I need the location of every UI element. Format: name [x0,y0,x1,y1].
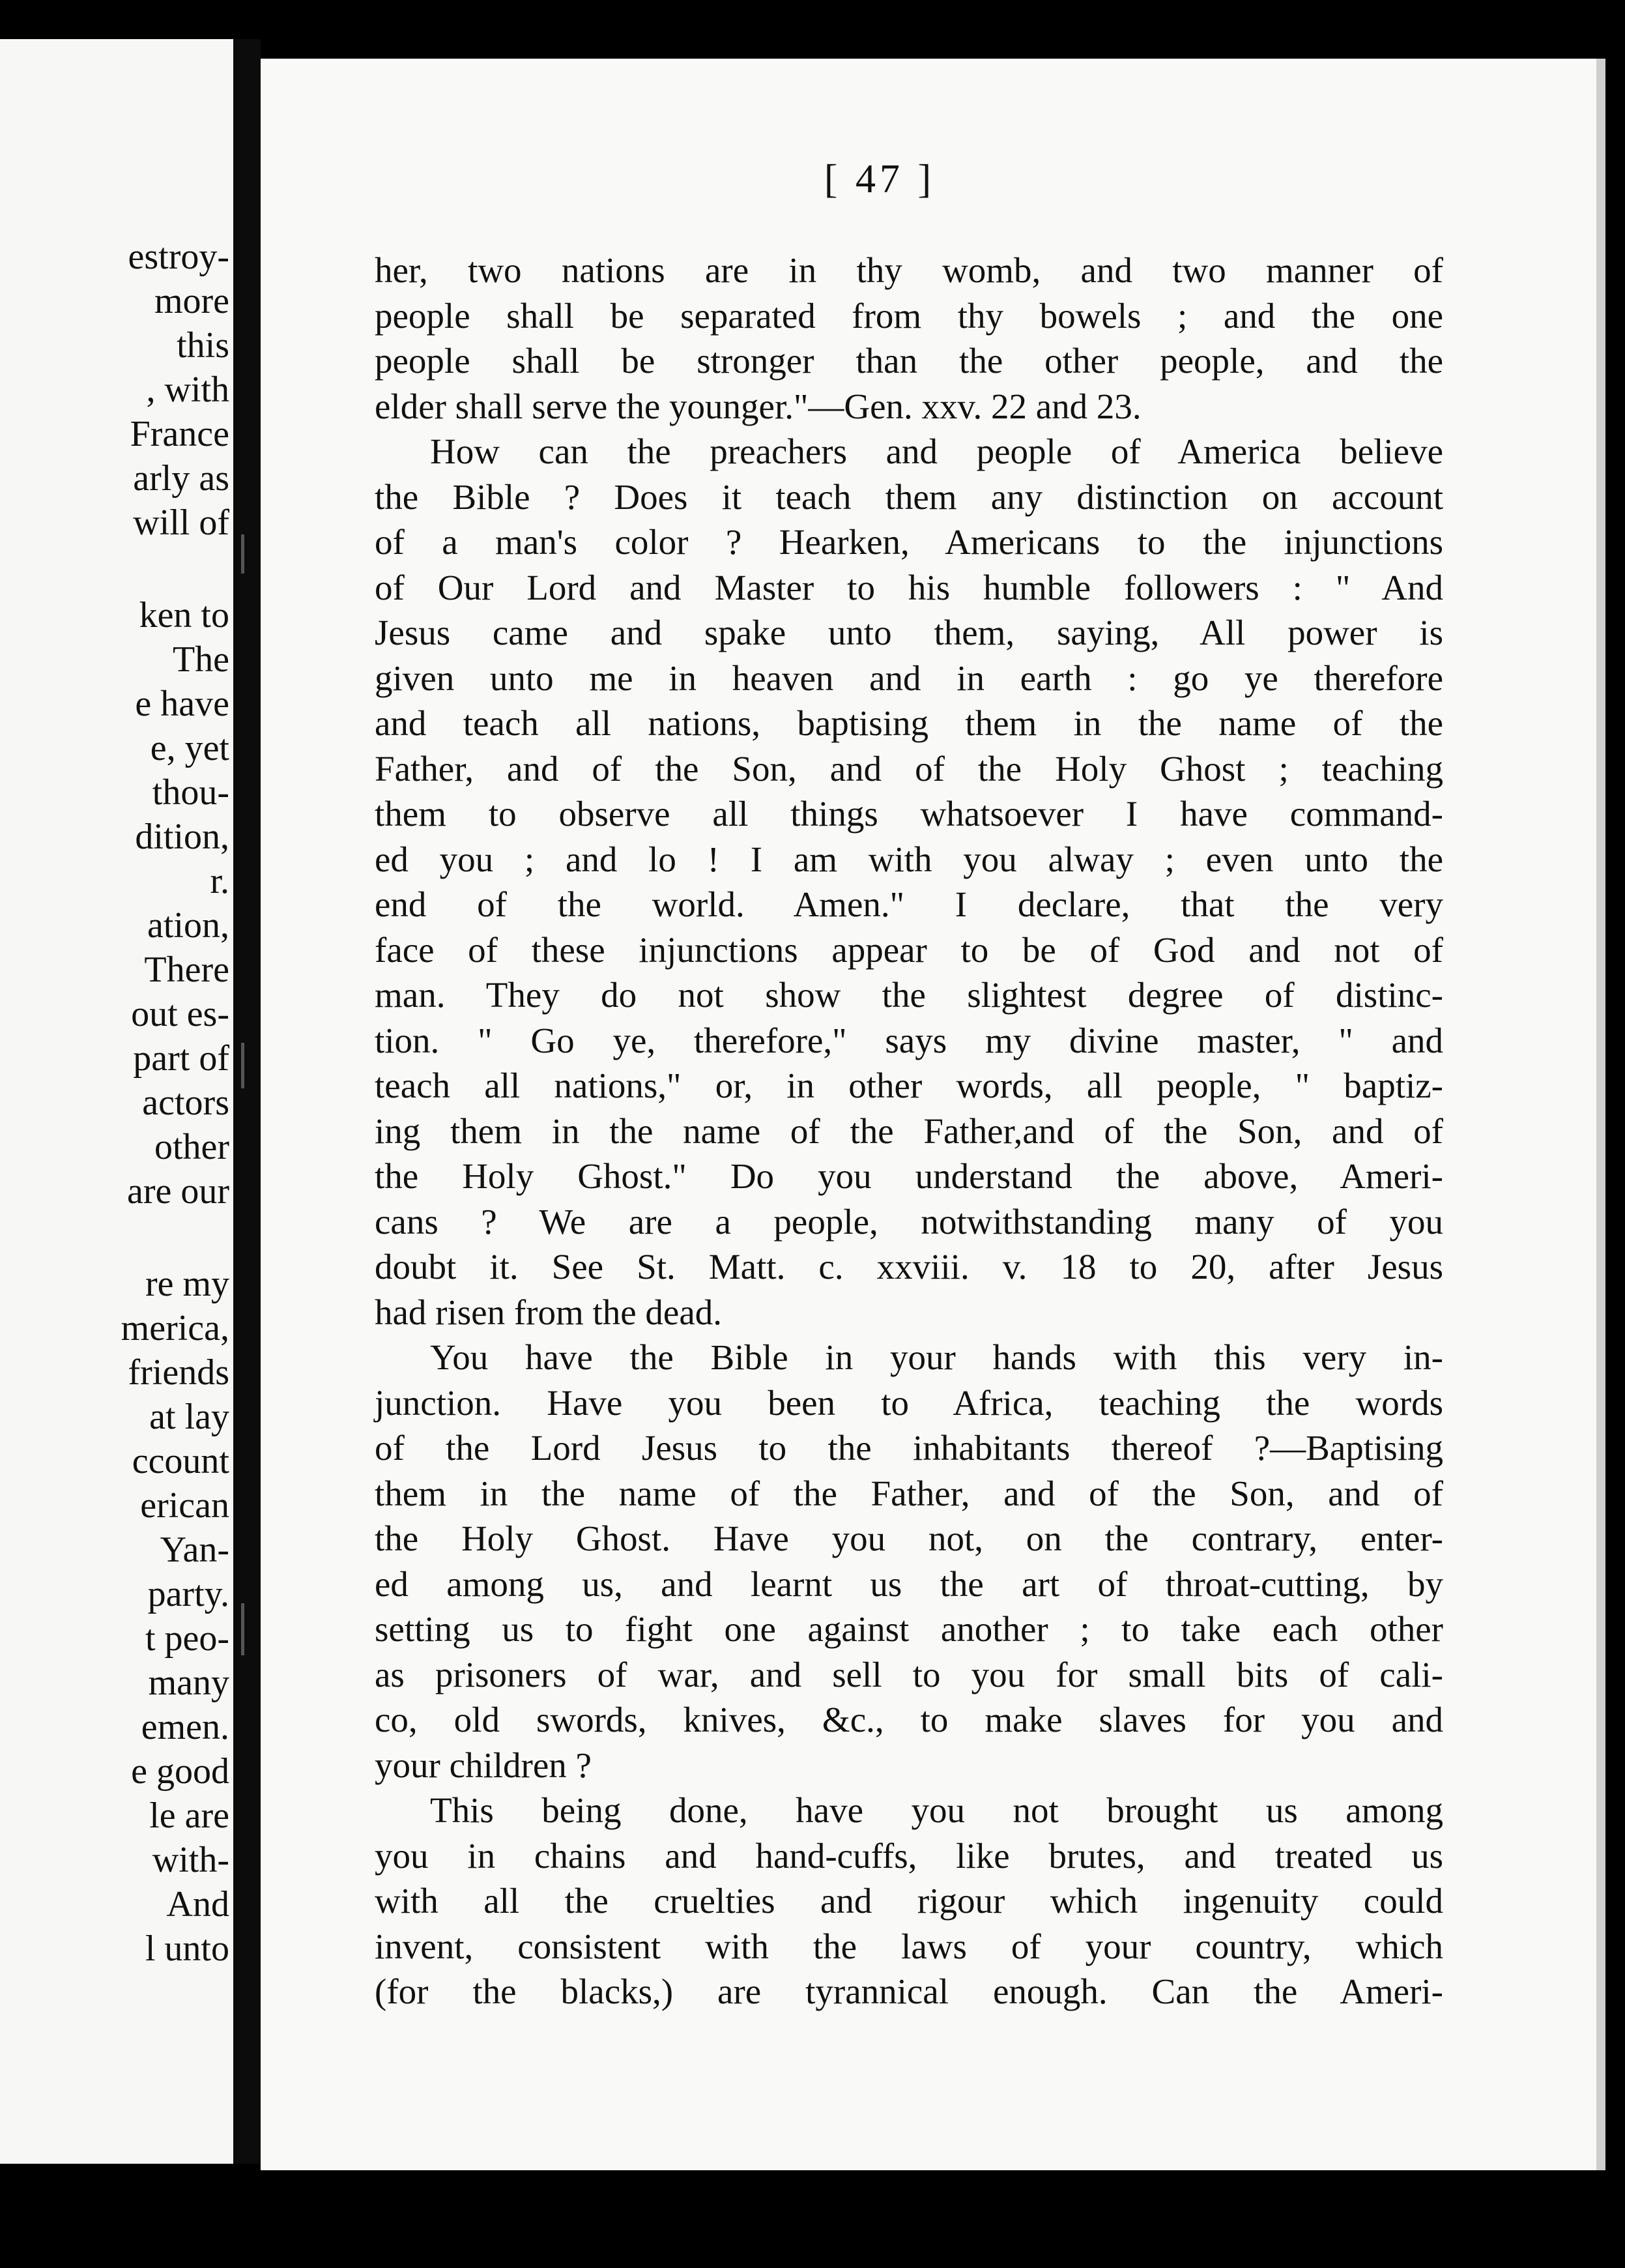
text-line: Father, and of the Son, and of the Holy Ghost ; teaching [375,748,1443,789]
left-page-line: estroy- [128,237,229,277]
left-page-line: other [154,1127,229,1167]
left-page-line: emen. [141,1707,229,1747]
left-page-line: part of [133,1038,229,1079]
text-line: invent, consistent with the laws of your country, which [375,1926,1443,1966]
text-line: ed among us, and learnt us the art of throat-cutting, by [375,1563,1443,1604]
text-line: (for the blacks,) are tyrannical enough. Can the Ameri- [375,1971,1443,2011]
left-page-line: this [177,325,229,366]
page-body-text [375,248,1443,2014]
text-line: You have the Bible in your hands with this very in- [430,1337,1443,1377]
text-line: junction. Have you been to Africa, teaching the words [375,1382,1443,1423]
left-page-line: more [154,281,229,321]
left-page-line: re my [145,1264,229,1304]
left-page-line: Yan- [160,1530,229,1570]
text-line: with all the cruelties and rigour which ingenuity could [375,1881,1443,1921]
left-page-line: friends [128,1352,229,1393]
binding-mark [241,1043,253,1088]
right-page [261,59,1596,2170]
left-page-text [8,235,229,1971]
text-line: ing them in the name of the Father,and of the Son, and of [375,1111,1443,1151]
left-page-line: erican [140,1485,229,1526]
text-line: ed you ; and lo ! I am with you alway ; even unto the [375,839,1443,879]
left-page-line: ation, [147,905,229,946]
text-line: the Holy Ghost. Have you not, on the contrary, enter- [375,1519,1443,1558]
left-page-line: e good [131,1751,229,1792]
left-page-line: party. [147,1574,229,1614]
left-page-line: dition, [135,817,229,857]
left-page-line: are our [126,1171,229,1212]
text-line: setting us to fight one against another ; to take each other [375,1609,1443,1649]
page-number: [ 47 ] [824,157,936,201]
text-line: them in the name of the Father, and of the Son, and of [375,1473,1443,1513]
left-page-line: And [166,1884,229,1925]
left-page-line: t peo- [145,1618,229,1659]
text-line: tion. " Go ye, therefore," says my divine master, " and [375,1020,1443,1060]
left-page-line: actors [142,1083,229,1123]
text-line: as prisoners of war, and sell to you for small bits of cali- [375,1654,1443,1694]
left-page-line: le are [149,1796,229,1836]
text-line: co, old swords, knives, &c., to make slaves for you and [375,1700,1443,1739]
text-line: her, two nations are in thy womb, and two manner of [375,250,1443,290]
text-line: people shall be separated from thy bowels ; and the one [375,295,1443,336]
left-page-line: ken to [139,595,229,635]
left-page-line: at lay [149,1397,229,1437]
text-line: Jesus came and spake unto them, saying, All power is [375,613,1443,652]
text-line: people shall be stronger than the other people, and the [375,341,1443,381]
text-line: doubt it. See St. Matt. c. xxviii. v. 18 to 20, after Jesus [375,1247,1443,1287]
left-page-line [8,545,229,593]
text-line: elder shall serve the younger."—Gen. xxv. 22 and 23. [375,386,1142,426]
text-line: How can the preachers and people of America believe [430,431,1443,471]
left-page-line: many [148,1663,229,1703]
text-line: man. They do not show the slightest degree of distinc- [375,975,1443,1015]
text-line: given unto me in heaven and in earth : go ye therefore [375,658,1443,698]
text-line: of Our Lord and Master to his humble followers : " And [375,567,1443,607]
text-line: had risen from the dead. [375,1292,723,1332]
left-page-line: France [130,414,229,454]
text-line: you in chains and hand-cuffs, like brutes, and treated us [375,1835,1443,1876]
left-page-line: with- [152,1840,229,1880]
text-line: end of the world. Amen." I declare, that the very [375,884,1443,924]
left-page-fragment [0,39,237,2164]
book-gutter [233,39,261,2164]
text-line: teach all nations," or, in other words, all people, " baptiz- [375,1066,1443,1105]
text-line: the Holy Ghost." Do you understand the above, Ameri- [375,1156,1443,1196]
text-line: and teach all nations, baptising them in the name of the [375,703,1443,743]
left-page-line: r. [210,861,229,901]
left-page-line: out es- [131,994,229,1034]
left-page-line: e have [135,684,229,724]
left-page-line [8,1214,229,1262]
text-line: of the Lord Jesus to the inhabitants thereof ?—Baptising [375,1428,1443,1468]
text-line: your children ? [375,1745,592,1785]
left-page-line: l unto [145,1928,229,1969]
text-line: the Bible ? Does it teach them any distinction on account [375,476,1443,517]
left-page-line: thou- [152,772,229,813]
binding-mark [241,534,253,574]
text-line: face of these injunctions appear to be of God and not of [375,929,1443,970]
left-page-line: There [144,950,229,990]
text-line: This being done, have you not brought us among [430,1790,1443,1830]
left-page-line: ccount [132,1441,229,1481]
left-page-line: merica, [121,1308,229,1348]
left-page-line: , with [146,370,229,410]
left-page-line: arly as [133,458,229,499]
left-page-line: The [172,639,229,680]
text-line: cans ? We are a people, notwithstanding many of you [375,1201,1443,1242]
left-page-line: will of [133,502,229,543]
binding-mark [241,1603,253,1655]
left-page-line: e, yet [150,728,229,768]
text-line: of a man's color ? Hearken, Americans to the injunctions [375,522,1443,562]
text-line: them to observe all things whatsoever I have command- [375,794,1443,834]
